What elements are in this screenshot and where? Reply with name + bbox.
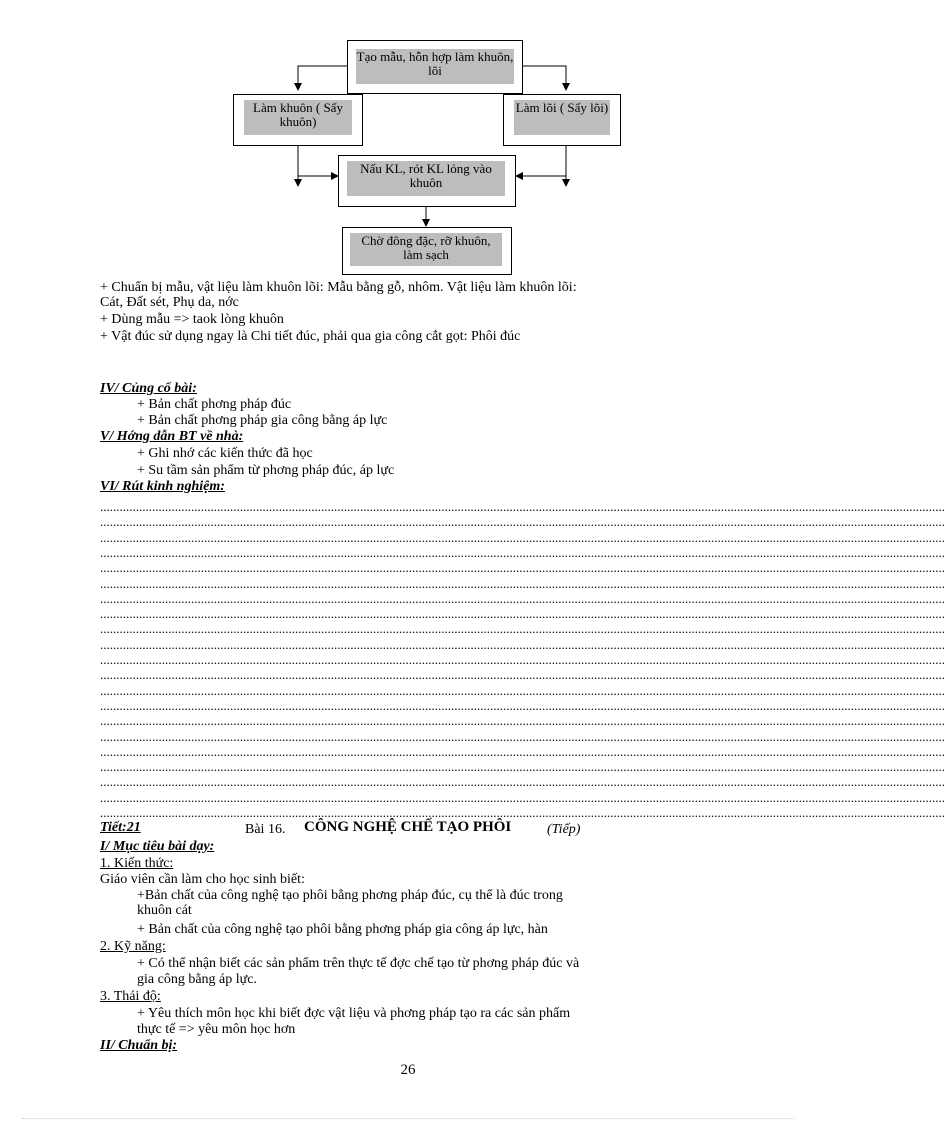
muc-tieu-heading: I/ Mục tiêu bài dạy: [100, 839, 215, 854]
kn-item-1: + Có thể nhận biết các sản phẩm trên thực tế đợc chế tạo từ phơng pháp đúc và [137, 956, 580, 971]
dotted-line: .................................................................................................................................................................................................................................................................... [100, 636, 945, 652]
chuan-bi-heading: II/ Chuẩn bị: [100, 1038, 178, 1053]
dotted-line: .................................................................................................................................................................................................................................................................... [100, 652, 945, 667]
page-number: 26 [400, 1062, 416, 1078]
flow-box-top-label: Tạo mẫu, hỗn hợp làm khuôn, lõi [356, 49, 514, 84]
thai-do-heading: 3. Thái độ: [100, 989, 161, 1004]
kt-item-1: +Bản chất của công nghệ tạo phôi bằng phơng pháp đúc, cụ thể là đúc trong [137, 888, 563, 903]
dotted-line: .................................................................................................................................................................................................................................................................... [100, 544, 945, 560]
flow-box-bottom-label: Chờ đông đặc, rỡ khuôn, làm sạch [350, 233, 502, 266]
dotted-line: .................................................................................................................................................................................................................................................................... [100, 667, 945, 683]
flow-box-center-label: Nấu KL, rót KL lỏng vào khuôn [347, 161, 505, 196]
flow-box-left-label: Làm khuôn ( Sấy khuôn) [244, 100, 352, 135]
kt-item-3: + Bản chất của công nghệ tạo phôi bằng phơng pháp gia công áp lực, hàn [137, 922, 548, 937]
td-item-1: + Yêu thích môn học khi biết đợc vật liệu và phơng pháp tạo ra các sản phẩm [137, 1006, 571, 1021]
intro-line: Giáo viên cần làm cho học sinh biết: [100, 872, 305, 887]
dotted-line: .................................................................................................................................................................................................................................................................... [100, 590, 945, 606]
note-line-2: Cát, Đất sét, Phụ da, nớc [100, 295, 239, 310]
note-line-1: + Chuẩn bị mẫu, vật liệu làm khuôn lõi: Mẫu bằng gỗ, nhôm. Vật liệu làm khuôn lõi: [100, 280, 577, 295]
section-4-item-2: + Bản chất phơng pháp gia công bằng áp lực [137, 413, 388, 428]
section-5-item-2: + Su tầm sản phẩm từ phơng pháp đúc, áp lực [137, 463, 395, 478]
section-5-item-1: + Ghi nhớ các kiến thức đã học [137, 446, 313, 461]
dotted-line: .................................................................................................................................................................................................................................................................... [100, 575, 945, 591]
dotted-line: .................................................................................................................................................................................................................................................................... [100, 682, 945, 698]
note-line-3: + Dùng mẫu => taok lòng khuôn [100, 312, 284, 327]
dotted-line: .................................................................................................................................................................................................................................................................... [100, 499, 945, 514]
dotted-line: .................................................................................................................................................................................................................................................................... [100, 805, 945, 820]
dotted-line: .................................................................................................................................................................................................................................................................... [100, 697, 945, 713]
lesson-title-suffix: (Tiếp) [547, 822, 581, 837]
lesson-tiet: Tiết:21 [100, 820, 141, 835]
dotted-line: .................................................................................................................................................................................................................................................................... [100, 774, 945, 790]
section-4-item-1: + Bản chất phơng pháp đúc [137, 397, 292, 412]
flow-box-right [503, 94, 621, 146]
section-4-heading: IV/ Củng cố bài: [100, 381, 197, 396]
dotted-line: .................................................................................................................................................................................................................................................................... [100, 759, 945, 775]
flow-box-right-label: Làm lõi ( Sấy lõi) [514, 100, 610, 135]
dotted-line: .................................................................................................................................................................................................................................................................... [100, 743, 945, 759]
kn-item-2: gia công bằng áp lực. [137, 972, 257, 987]
section-6-heading: VI/ Rút kinh nghiệm: [100, 479, 225, 494]
kien-thuc-heading: 1. Kiến thức: [100, 856, 174, 871]
lesson-title: CÔNG NGHỆ CHẾ TẠO PHÔI [304, 819, 512, 835]
flow-box-center [338, 155, 516, 207]
td-item-2: thực tế => yêu môn học hơn [137, 1022, 296, 1037]
flow-box-left [233, 94, 363, 146]
ky-nang-heading: 2. Kỹ năng: [100, 939, 166, 954]
dotted-line: .................................................................................................................................................................................................................................................................... [100, 514, 945, 530]
dotted-line: .................................................................................................................................................................................................................................................................... [100, 606, 945, 622]
note-line-4: + Vật đúc sử dụng ngay là Chi tiết đúc, phải qua gia công cắt gọt: Phôi đúc [100, 329, 521, 344]
dotted-line: .................................................................................................................................................................................................................................................................... [100, 713, 945, 729]
lesson-bai: Bài 16. [245, 822, 286, 837]
dotted-line: .................................................................................................................................................................................................................................................................... [100, 560, 945, 576]
dotted-line: .................................................................................................................................................................................................................................................................... [100, 529, 945, 545]
dotted-line: .................................................................................................................................................................................................................................................................... [100, 621, 945, 637]
page-bottom-border [22, 1118, 794, 1119]
flow-box-bottom [342, 227, 512, 275]
dotted-line: .................................................................................................................................................................................................................................................................... [100, 789, 945, 805]
section-5-heading: V/ Hớng dẫn BT về nhà: [100, 429, 244, 444]
kt-item-2: khuôn cát [137, 903, 192, 918]
dotted-line: .................................................................................................................................................................................................................................................................... [100, 728, 945, 744]
flow-box-top [347, 40, 523, 94]
